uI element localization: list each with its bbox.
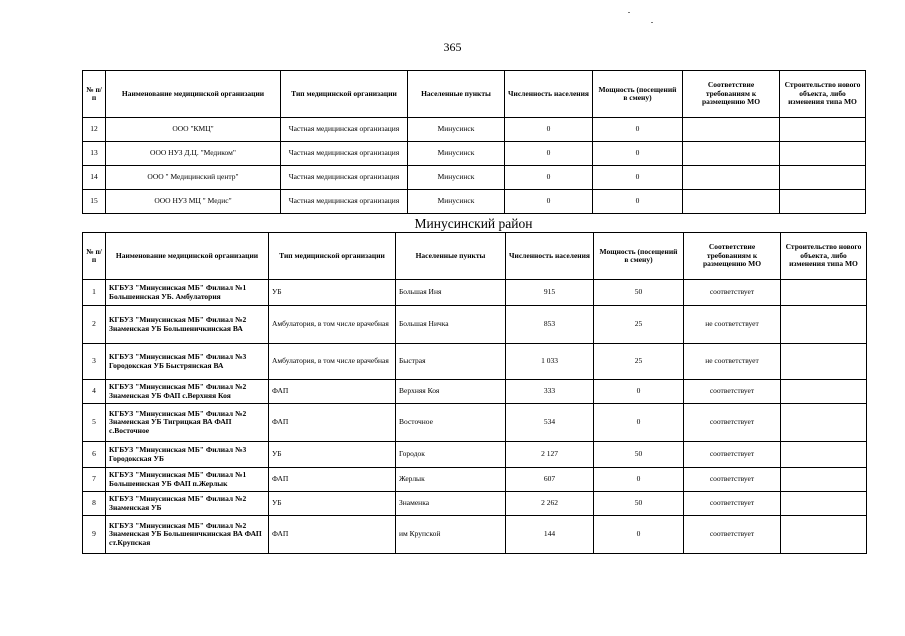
row-number-cell: 14 xyxy=(83,166,106,190)
org-type-cell: ФАП xyxy=(269,380,396,404)
construction-cell xyxy=(781,492,867,516)
table-row xyxy=(83,442,867,468)
row-number-cell: 9 xyxy=(83,516,106,554)
compliance-cell xyxy=(683,118,780,142)
population-cell: 0 xyxy=(505,142,593,166)
capacity-cell: 0 xyxy=(594,404,684,442)
row-number-cell: 5 xyxy=(83,404,106,442)
scan-speck xyxy=(651,22,653,23)
capacity-cell: 0 xyxy=(593,166,683,190)
population-cell: 2 127 xyxy=(506,442,594,468)
construction-cell xyxy=(781,442,867,468)
table-header-row xyxy=(83,233,867,280)
row-number-cell: 13 xyxy=(83,142,106,166)
capacity-cell: 50 xyxy=(594,280,684,306)
org-name-cell: КГБУЗ "Минусинская МБ" Филиал №2 Знаменская УБ xyxy=(106,492,269,516)
compliance-cell xyxy=(683,166,780,190)
row-number-cell: 3 xyxy=(83,344,106,380)
org-name-cell: КГБУЗ "Минусинская МБ" Филиал №1 Большеинская УБ ФАП п.Жерлык xyxy=(106,468,269,492)
population-cell: 534 xyxy=(506,404,594,442)
header-locality: Населенные пункты xyxy=(408,71,505,118)
compliance-cell: соответствует xyxy=(684,404,781,442)
locality-cell: Верхняя Коя xyxy=(396,380,506,404)
section-title: Минусинский район xyxy=(414,216,533,231)
table-row xyxy=(83,516,867,554)
header-compliance: Соответствие требованиям к размещению МО xyxy=(684,233,781,280)
locality-cell: им Крупской xyxy=(396,516,506,554)
population-cell: 915 xyxy=(506,280,594,306)
row-number-cell: 2 xyxy=(83,306,106,344)
construction-cell xyxy=(781,380,867,404)
org-type-cell: УБ xyxy=(269,442,396,468)
header-construction: Строительство нового объекта, либо изменения типа МО xyxy=(781,233,867,280)
org-name-cell: КГБУЗ "Минусинская МБ" Филиал №2 Знаменская УБ Большеничкинская ВА xyxy=(106,306,269,344)
locality-cell: Большая Ничка xyxy=(396,306,506,344)
locality-cell: Восточное xyxy=(396,404,506,442)
org-type-cell: ФАП xyxy=(269,468,396,492)
org-name-cell: КГБУЗ "Минусинская МБ" Филиал №2 Знаменская УБ ФАП с.Верхняя Коя xyxy=(106,380,269,404)
population-cell: 0 xyxy=(505,190,593,214)
capacity-cell: 0 xyxy=(593,190,683,214)
table-row xyxy=(83,166,866,190)
construction-cell xyxy=(780,166,866,190)
compliance-cell: соответствует xyxy=(684,442,781,468)
header-type: Тип медицинской организации xyxy=(281,71,408,118)
construction-cell xyxy=(780,190,866,214)
construction-cell xyxy=(781,280,867,306)
table-row xyxy=(83,142,866,166)
compliance-cell: соответствует xyxy=(684,468,781,492)
header-name: Наименование медицинской организации xyxy=(106,71,281,118)
header-population: Численность населения xyxy=(506,233,594,280)
construction-cell xyxy=(781,344,867,380)
capacity-cell: 0 xyxy=(593,142,683,166)
compliance-cell: соответствует xyxy=(684,380,781,404)
org-name-cell: КГБУЗ "Минусинская МБ" Филиал №3 Городокская УБ xyxy=(106,442,269,468)
locality-cell: Быстрая xyxy=(396,344,506,380)
compliance-cell: соответствует xyxy=(684,492,781,516)
capacity-cell: 0 xyxy=(594,380,684,404)
locality-cell: Минусинск xyxy=(408,118,505,142)
capacity-cell: 25 xyxy=(594,344,684,380)
table-row xyxy=(83,344,867,380)
header-compliance: Соответствие требованиям к размещению МО xyxy=(683,71,780,118)
org-type-cell: УБ xyxy=(269,280,396,306)
compliance-cell xyxy=(683,190,780,214)
compliance-cell: соответствует xyxy=(684,280,781,306)
org-type-cell: Частная медицинская организация xyxy=(281,118,408,142)
population-cell: 2 262 xyxy=(506,492,594,516)
construction-cell xyxy=(780,142,866,166)
locality-cell: Минусинск xyxy=(408,190,505,214)
org-name-cell: КГБУЗ "Минусинская МБ" Филиал №3 Городокская УБ Быстрянская ВА xyxy=(106,344,269,380)
table-row xyxy=(83,306,867,344)
org-type-cell: ФАП xyxy=(269,516,396,554)
org-name-cell: КГБУЗ "Минусинская МБ" Филиал №2 Знаменская УБ Тигрицкая ВА ФАП с.Восточное xyxy=(106,404,269,442)
row-number-cell: 1 xyxy=(83,280,106,306)
capacity-cell: 0 xyxy=(593,118,683,142)
org-name-cell: КГБУЗ "Минусинская МБ" Филиал №1 Большеинская УБ. Амбулатория xyxy=(106,280,269,306)
compliance-cell: не соответствует xyxy=(684,344,781,380)
locality-cell: Знаменка xyxy=(396,492,506,516)
compliance-cell xyxy=(683,142,780,166)
district-clinics-table xyxy=(82,232,867,554)
table-row xyxy=(83,190,866,214)
org-name-cell: ООО НУЗ МЦ " Медис" xyxy=(106,190,281,214)
compliance-cell: не соответствует xyxy=(684,306,781,344)
locality-cell: Жерлык xyxy=(396,468,506,492)
locality-cell: Большая Иня xyxy=(396,280,506,306)
org-type-cell: Амбулатория, в том числе врачебная xyxy=(269,344,396,380)
header-locality: Населенные пункты xyxy=(396,233,506,280)
table-row xyxy=(83,380,867,404)
row-number-cell: 4 xyxy=(83,380,106,404)
org-type-cell: УБ xyxy=(269,492,396,516)
header-capacity: Мощность (посещений в смену) xyxy=(593,71,683,118)
capacity-cell: 0 xyxy=(594,516,684,554)
population-cell: 0 xyxy=(505,118,593,142)
table-row xyxy=(83,492,867,516)
org-name-cell: ООО " Медицинский центр" xyxy=(106,166,281,190)
population-cell: 607 xyxy=(506,468,594,492)
row-number-cell: 12 xyxy=(83,118,106,142)
table-row xyxy=(83,404,867,442)
construction-cell xyxy=(781,516,867,554)
locality-cell: Городок xyxy=(396,442,506,468)
org-type-cell: ФАП xyxy=(269,404,396,442)
population-cell: 333 xyxy=(506,380,594,404)
header-number: № п/п xyxy=(83,233,106,280)
scan-speck xyxy=(628,12,630,13)
header-capacity: Мощность (посещений в смену) xyxy=(594,233,684,280)
table-header-row xyxy=(83,71,866,118)
table-row xyxy=(83,280,867,306)
locality-cell: Минусинск xyxy=(408,142,505,166)
org-type-cell: Частная медицинская организация xyxy=(281,190,408,214)
row-number-cell: 6 xyxy=(83,442,106,468)
org-name-cell: КГБУЗ "Минусинская МБ" Филиал №2 Знаменская УБ Большеничкинская ВА ФАП ст.Крупская xyxy=(106,516,269,554)
population-cell: 0 xyxy=(505,166,593,190)
construction-cell xyxy=(780,118,866,142)
header-number: № п/п xyxy=(83,71,106,118)
population-cell: 1 033 xyxy=(506,344,594,380)
locality-cell: Минусинск xyxy=(408,166,505,190)
population-cell: 853 xyxy=(506,306,594,344)
capacity-cell: 50 xyxy=(594,492,684,516)
population-cell: 144 xyxy=(506,516,594,554)
org-type-cell: Частная медицинская организация xyxy=(281,166,408,190)
header-name: Наименование медицинской организации xyxy=(106,233,269,280)
row-number-cell: 15 xyxy=(83,190,106,214)
header-population: Численность населения xyxy=(505,71,593,118)
compliance-cell: соответствует xyxy=(684,516,781,554)
org-type-cell: Частная медицинская организация xyxy=(281,142,408,166)
row-number-cell: 7 xyxy=(83,468,106,492)
row-number-cell: 8 xyxy=(83,492,106,516)
capacity-cell: 25 xyxy=(594,306,684,344)
org-type-cell: Амбулатория, в том числе врачебная xyxy=(269,306,396,344)
table-row xyxy=(83,468,867,492)
construction-cell xyxy=(781,306,867,344)
capacity-cell: 0 xyxy=(594,468,684,492)
construction-cell xyxy=(781,404,867,442)
construction-cell xyxy=(781,468,867,492)
org-name-cell: ООО НУЗ Д.Ц. "Медиком" xyxy=(106,142,281,166)
private-clinics-table xyxy=(82,70,866,214)
org-name-cell: ООО "КМЦ" xyxy=(106,118,281,142)
capacity-cell: 50 xyxy=(594,442,684,468)
table-row xyxy=(83,118,866,142)
header-type: Тип медицинской организации xyxy=(269,233,396,280)
page-number: 365 xyxy=(443,40,462,54)
header-construction: Строительство нового объекта, либо изменения типа МО xyxy=(780,71,866,118)
